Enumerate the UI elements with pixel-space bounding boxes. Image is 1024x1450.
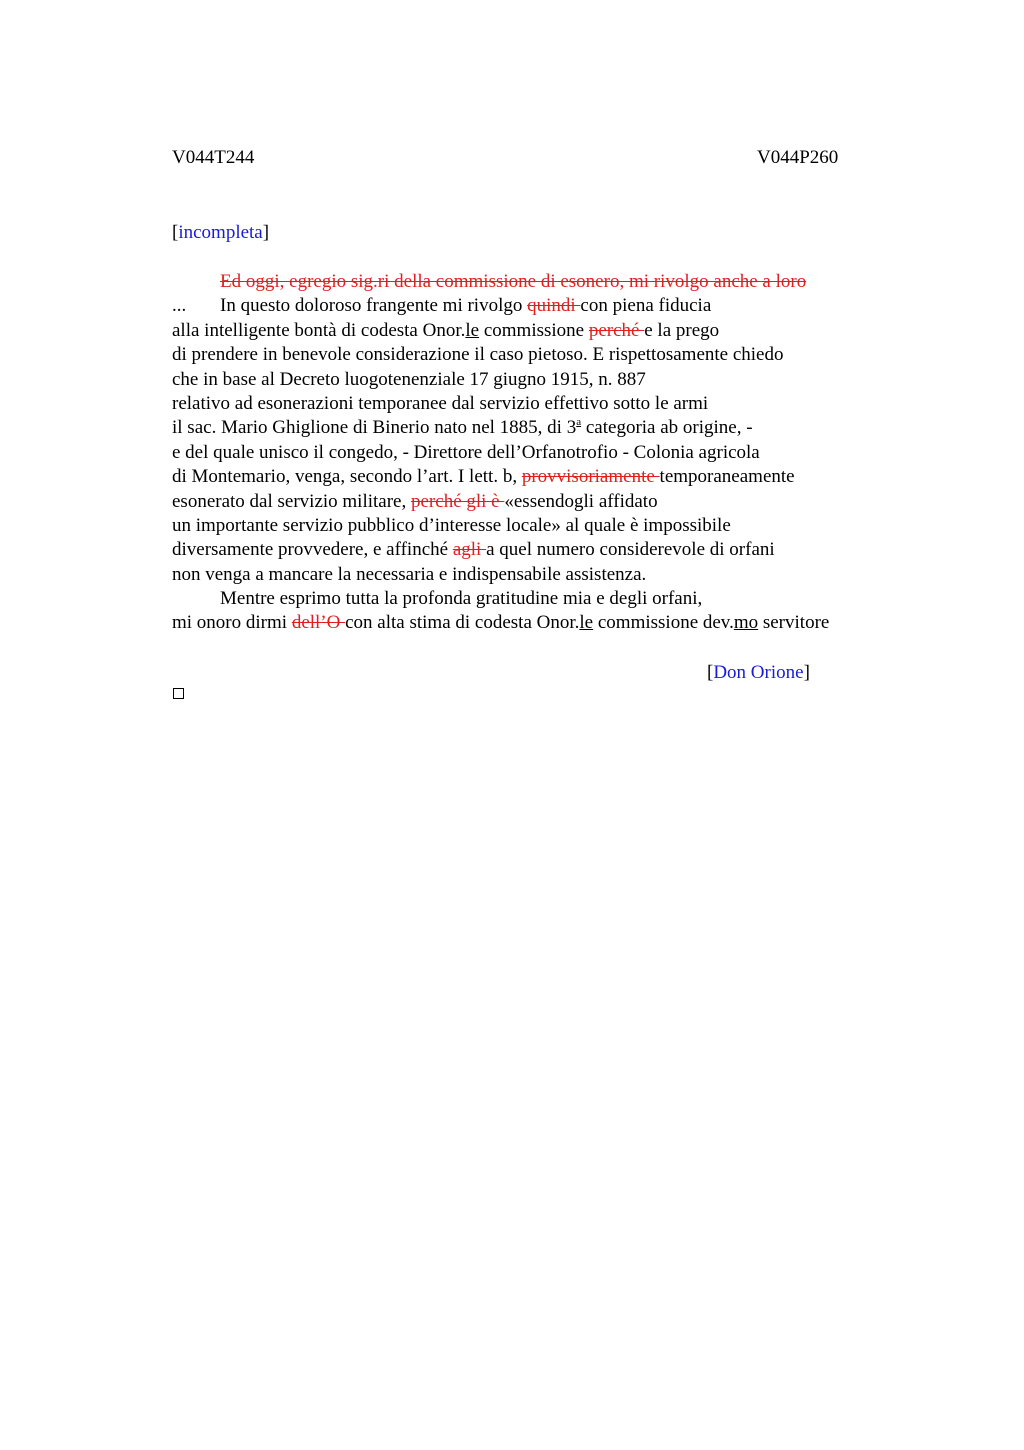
underlined-abbreviation: le — [465, 319, 480, 341]
deleted-text: perché gli è — [411, 490, 505, 512]
text-run: a quel numero considerevole di orfani — [486, 539, 775, 561]
letter-line-13: Mentre esprimo tutta la profonda gratitudine mia e degli orfani, — [220, 588, 703, 610]
text-run: con piena fiducia — [580, 295, 712, 317]
text-run: diversamente provvedere, e affinché — [172, 539, 453, 561]
end-of-document-square-icon — [173, 688, 184, 699]
signature — [707, 661, 810, 685]
text-run: In questo doloroso frangente mi rivolgo — [220, 295, 528, 317]
letter-line-12: non venga a mancare la necessaria e indispensabile assistenza. — [172, 563, 647, 585]
letter-line-14 — [172, 611, 902, 635]
letter-line-1 — [172, 294, 902, 318]
letter-line-10: un importante servizio pubblico d’interesse locale» al quale è impossibile — [172, 514, 731, 536]
signature-close-bracket: ] — [803, 662, 810, 683]
text-run: con alta stima di codesta Onor. — [345, 612, 580, 634]
letter-line-11 — [172, 538, 902, 562]
deleted-text: perché — [588, 319, 645, 341]
letter-line-struck-opening — [172, 270, 902, 294]
note-open-bracket: [ — [172, 222, 179, 243]
editorial-note — [172, 221, 269, 245]
text-run: commissione dev. — [593, 612, 734, 634]
letter-line-2 — [172, 319, 902, 343]
deleted-text: Ed oggi, egregio sig.ri della commissione di esonero, mi rivolgo anche a loro — [220, 271, 807, 292]
text-run: di Montemario, venga, secondo l’art. I lett. b, — [172, 466, 522, 488]
superscript-ordinal: a — [576, 416, 582, 429]
signature-open-bracket: [ — [707, 662, 714, 683]
text-run: mi onoro dirmi — [172, 612, 292, 634]
letter-line-6 — [172, 416, 902, 440]
text-run: il sac. Mario Ghiglione di Binerio nato nel 1885, di 3 — [172, 417, 577, 439]
deleted-text: provvisoriamente — [521, 466, 660, 488]
text-run: commissione — [479, 319, 589, 341]
letter-line-4: che in base al Decreto luogotenenziale 17 giugno 1915, n. 887 — [172, 368, 646, 390]
deleted-text: quindi — [527, 295, 581, 317]
right-document-code: V044P260 — [757, 147, 839, 168]
letter-line-9 — [172, 490, 902, 514]
letter-line-3: di prendere in benevole considerazione il caso pietoso. E rispettosamente chiedo — [172, 344, 784, 366]
note-close-bracket: ] — [262, 222, 270, 243]
signature-name: Don Orione — [713, 662, 804, 683]
text-run: temporaneamente — [659, 466, 795, 488]
text-run: esonerato dal servizio militare, — [172, 490, 411, 512]
letter-line-8 — [172, 465, 902, 489]
deleted-text: dell’O — [291, 612, 346, 634]
note-text: incompleta — [178, 222, 263, 243]
text-run: «essendogli affidato — [504, 490, 658, 512]
underlined-abbreviation: le — [579, 612, 594, 634]
underlined-abbreviation: mo — [733, 612, 759, 634]
letter-line-7: e del quale unisco il congedo, - Direttore dell’Orfanotrofio - Colonia agricola — [172, 441, 760, 463]
text-run: alla intelligente bontà di codesta Onor. — [172, 319, 466, 341]
letter-line-5: relativo ad esonerazioni temporanee dal servizio effettivo sotto le armi — [172, 392, 709, 414]
text-run: categoria ab origine, - — [581, 417, 753, 439]
deleted-text: agli — [452, 539, 487, 561]
ellipsis-mark: ... — [172, 295, 187, 317]
text-run: servitore — [758, 612, 830, 634]
text-run: e la prego — [644, 319, 720, 341]
letter-body — [172, 270, 902, 636]
left-document-code: V044T244 — [172, 147, 255, 168]
